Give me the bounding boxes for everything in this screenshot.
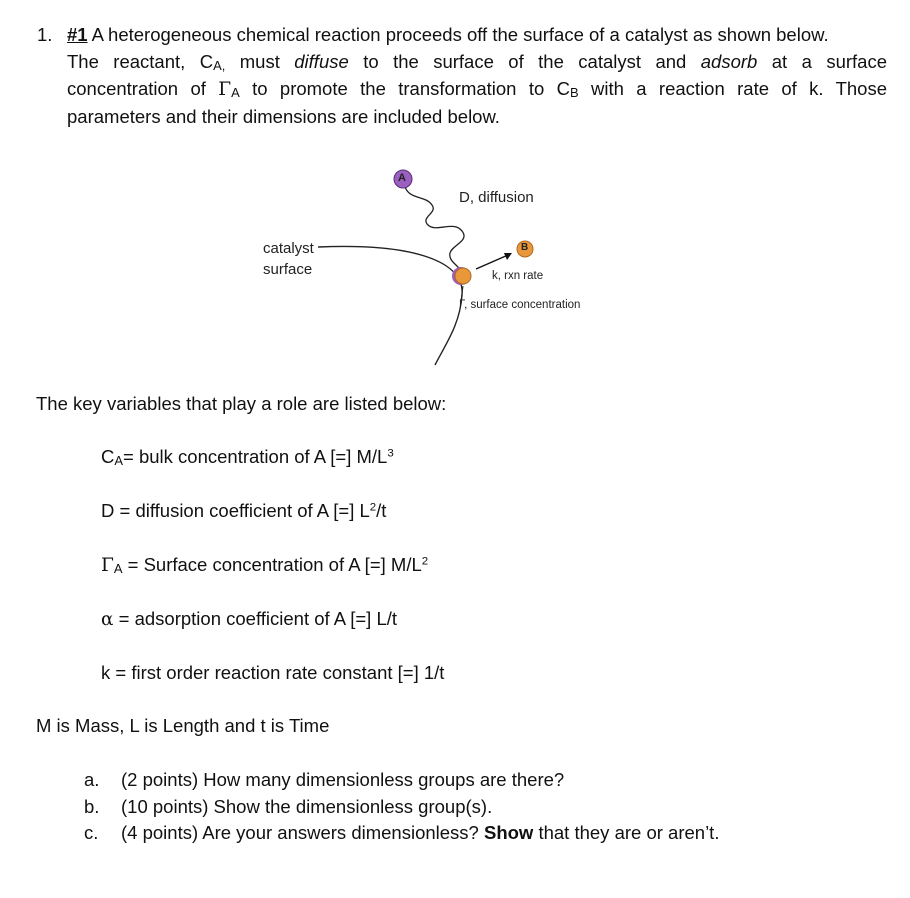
text-span: at a surface xyxy=(757,51,887,72)
text-span: = adsorption coefficient of A [=] L/t xyxy=(113,608,398,629)
text-span: with a reaction rate of k. Those xyxy=(578,78,888,99)
text-span: to the surface of the catalyst and xyxy=(348,51,701,72)
subscript: A, xyxy=(213,57,226,73)
alpha-symbol: α xyxy=(101,609,114,630)
emphasis-diffuse: diffuse xyxy=(294,51,349,72)
text-span: = bulk concentration of A [=] M/L xyxy=(123,446,388,467)
gamma-symbol: Γ xyxy=(218,79,232,100)
bold-show: Show xyxy=(483,822,534,843)
text-span: (4 points) Are your answers dimensionless? xyxy=(121,822,484,843)
reaction-arrow xyxy=(476,255,508,269)
catalyst-surface-label xyxy=(263,238,314,280)
text-span: = Surface concentration of A [=] M/L xyxy=(122,554,422,575)
text-span: concentration of xyxy=(67,78,219,99)
diffusion-label: D, diffusion xyxy=(459,189,534,206)
text-span: /t xyxy=(376,500,387,521)
emphasis-adsorb: adsorb xyxy=(700,51,758,72)
molecule-b-label: B xyxy=(521,242,529,253)
text-span: D = diffusion coefficient of A [=] L xyxy=(101,500,370,521)
question-tag: #1 xyxy=(67,24,88,45)
subscript: A xyxy=(114,452,124,468)
text-span: that they are or aren’t. xyxy=(533,822,720,843)
variable-d xyxy=(101,500,386,522)
part-b-label: b. xyxy=(84,796,100,817)
question-line-4: parameters and their dimensions are included below. xyxy=(67,106,500,127)
variable-gamma xyxy=(101,554,428,576)
superscript: 3 xyxy=(387,447,394,460)
units-note: M is Mass, L is Length and t is Time xyxy=(36,715,330,736)
diffusion-path xyxy=(405,187,464,270)
part-c-text xyxy=(121,822,719,844)
superscript: 2 xyxy=(369,501,377,514)
catalyst-label-line-2: surface xyxy=(263,261,313,278)
adsorbed-molecule xyxy=(455,268,471,284)
rxn-rate-label: k, rxn rate xyxy=(492,270,544,282)
variables-intro: The key variables that play a role are listed below: xyxy=(36,393,447,414)
part-b-text: (10 points) Show the dimensionless group(s). xyxy=(121,796,493,817)
question-line-3 xyxy=(67,78,887,100)
surface-concentration-label: Γ, surface concentration xyxy=(459,299,581,311)
text-span: to promote the transformation to C xyxy=(239,78,570,99)
question-line-2 xyxy=(67,51,887,73)
part-a-text: (2 points) How many dimensionless groups are there? xyxy=(121,769,565,790)
catalyst-surface-curve xyxy=(318,246,462,365)
variable-k: k = first order reaction rate constant [=] 1/t xyxy=(101,662,445,683)
superscript: 2 xyxy=(421,555,429,568)
catalyst-label-line-1: catalyst xyxy=(263,240,314,257)
variable-ca xyxy=(101,446,394,468)
text-span: C xyxy=(101,446,115,467)
gamma-symbol: Γ xyxy=(101,555,114,576)
part-c-label: c. xyxy=(84,822,99,843)
variable-alpha xyxy=(101,608,397,630)
question-number: 1. xyxy=(37,24,53,45)
subscript: A xyxy=(113,560,123,576)
catalyst-diagram xyxy=(240,165,620,375)
text-span: The reactant, C xyxy=(67,51,214,72)
text-span: must xyxy=(225,51,295,72)
subscript: B xyxy=(570,84,579,100)
question-line-1-text: A heterogeneous chemical reaction proceeds off the surface of a catalyst as shown below. xyxy=(91,24,829,45)
question-line-1 xyxy=(67,24,829,46)
molecule-a-label: A xyxy=(398,172,406,184)
part-a-label: a. xyxy=(84,769,100,790)
subscript: A xyxy=(231,84,240,100)
